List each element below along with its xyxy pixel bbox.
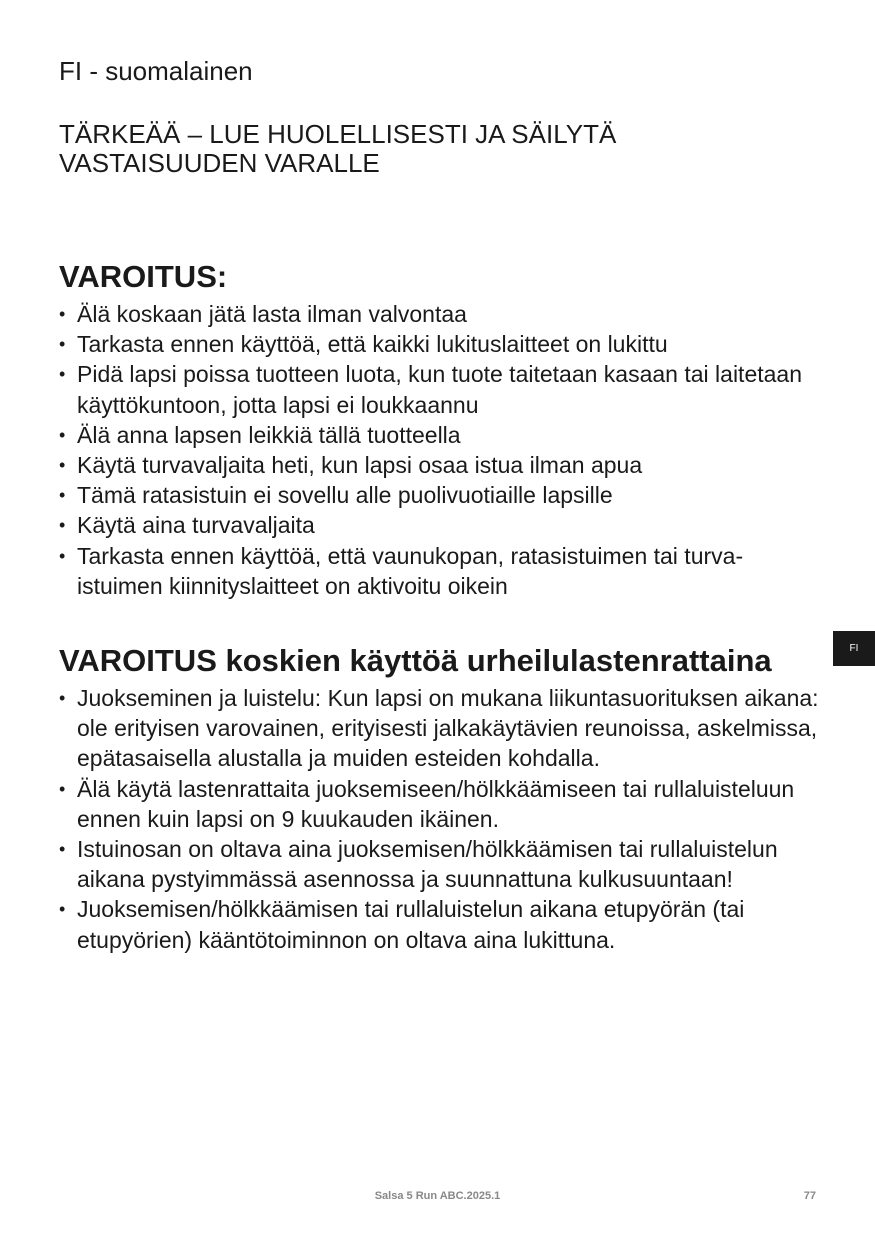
warning-general-section	[59, 258, 821, 601]
warning-jogging-section	[59, 642, 821, 955]
language-tab: FI	[833, 631, 875, 666]
list-item: • Käytä aina turvavaljaita	[59, 510, 821, 540]
list-item: • Älä anna lapsen leikkiä tällä tuotteella	[59, 420, 821, 450]
list-item: • Älä käytä lastenrattaita juoksemiseen/hölkkäämiseen tai rullaluisteluun ennen kuin lapsi on 9 kuukauden ikäinen.	[59, 774, 821, 834]
footer-document-name: Salsa 5 Run ABC.2025.1	[374, 1190, 501, 1202]
important-notice: TÄRKEÄÄ – LUE HUOLELLISESTI JA SÄILYTÄ VASTAISUUDEN VARALLE	[59, 119, 617, 178]
list-item: • Istuinosan on oltava aina juoksemisen/hölkkäämisen tai rullaluistelun aikana pystyimmässä asennossa ja suunnattuna kulkusuuntaan!	[59, 834, 821, 894]
warning-general-list	[59, 299, 821, 601]
list-item: • Juokseminen ja luistelu: Kun lapsi on mukana liikuntasuorituksen aikana: ole erityisen varovainen, erityisesti jalkakäytävien reunoissa, askelmissa, epätasaisella alustalla ja muiden esteiden kohdalla.	[59, 683, 821, 774]
language-title: FI - suomalainen	[59, 56, 253, 86]
footer-page-number: 77	[803, 1190, 816, 1202]
list-item: • Älä koskaan jätä lasta ilman valvontaa	[59, 299, 821, 329]
warning-jogging-list	[59, 683, 821, 955]
warning-jogging-heading: VAROITUS koskien käyttöä urheilulastenrattaina	[59, 643, 772, 678]
list-item: • Tarkasta ennen käyttöä, että kaikki lukituslaitteet on lukittu	[59, 329, 821, 359]
list-item: • Tarkasta ennen käyttöä, että vaunukopan, ratasistuimen tai turva-istuimen kiinnityslaitteet on aktivoitu oikein	[59, 541, 821, 601]
list-item: • Käytä turvavaljaita heti, kun lapsi osaa istua ilman apua	[59, 450, 821, 480]
list-item: • Pidä lapsi poissa tuotteen luota, kun tuote taitetaan kasaan tai laitetaan käyttökuntoon, jotta lapsi ei loukkaannu	[59, 359, 821, 419]
list-item: • Juoksemisen/hölkkäämisen tai rullaluistelun aikana etupyörän (tai etupyörien) kääntötoiminnon on oltava aina lukittuna.	[59, 894, 821, 954]
warning-general-heading: VAROITUS:	[59, 259, 228, 294]
list-item: • Tämä ratasistuin ei sovellu alle puolivuotiaille lapsille	[59, 480, 821, 510]
